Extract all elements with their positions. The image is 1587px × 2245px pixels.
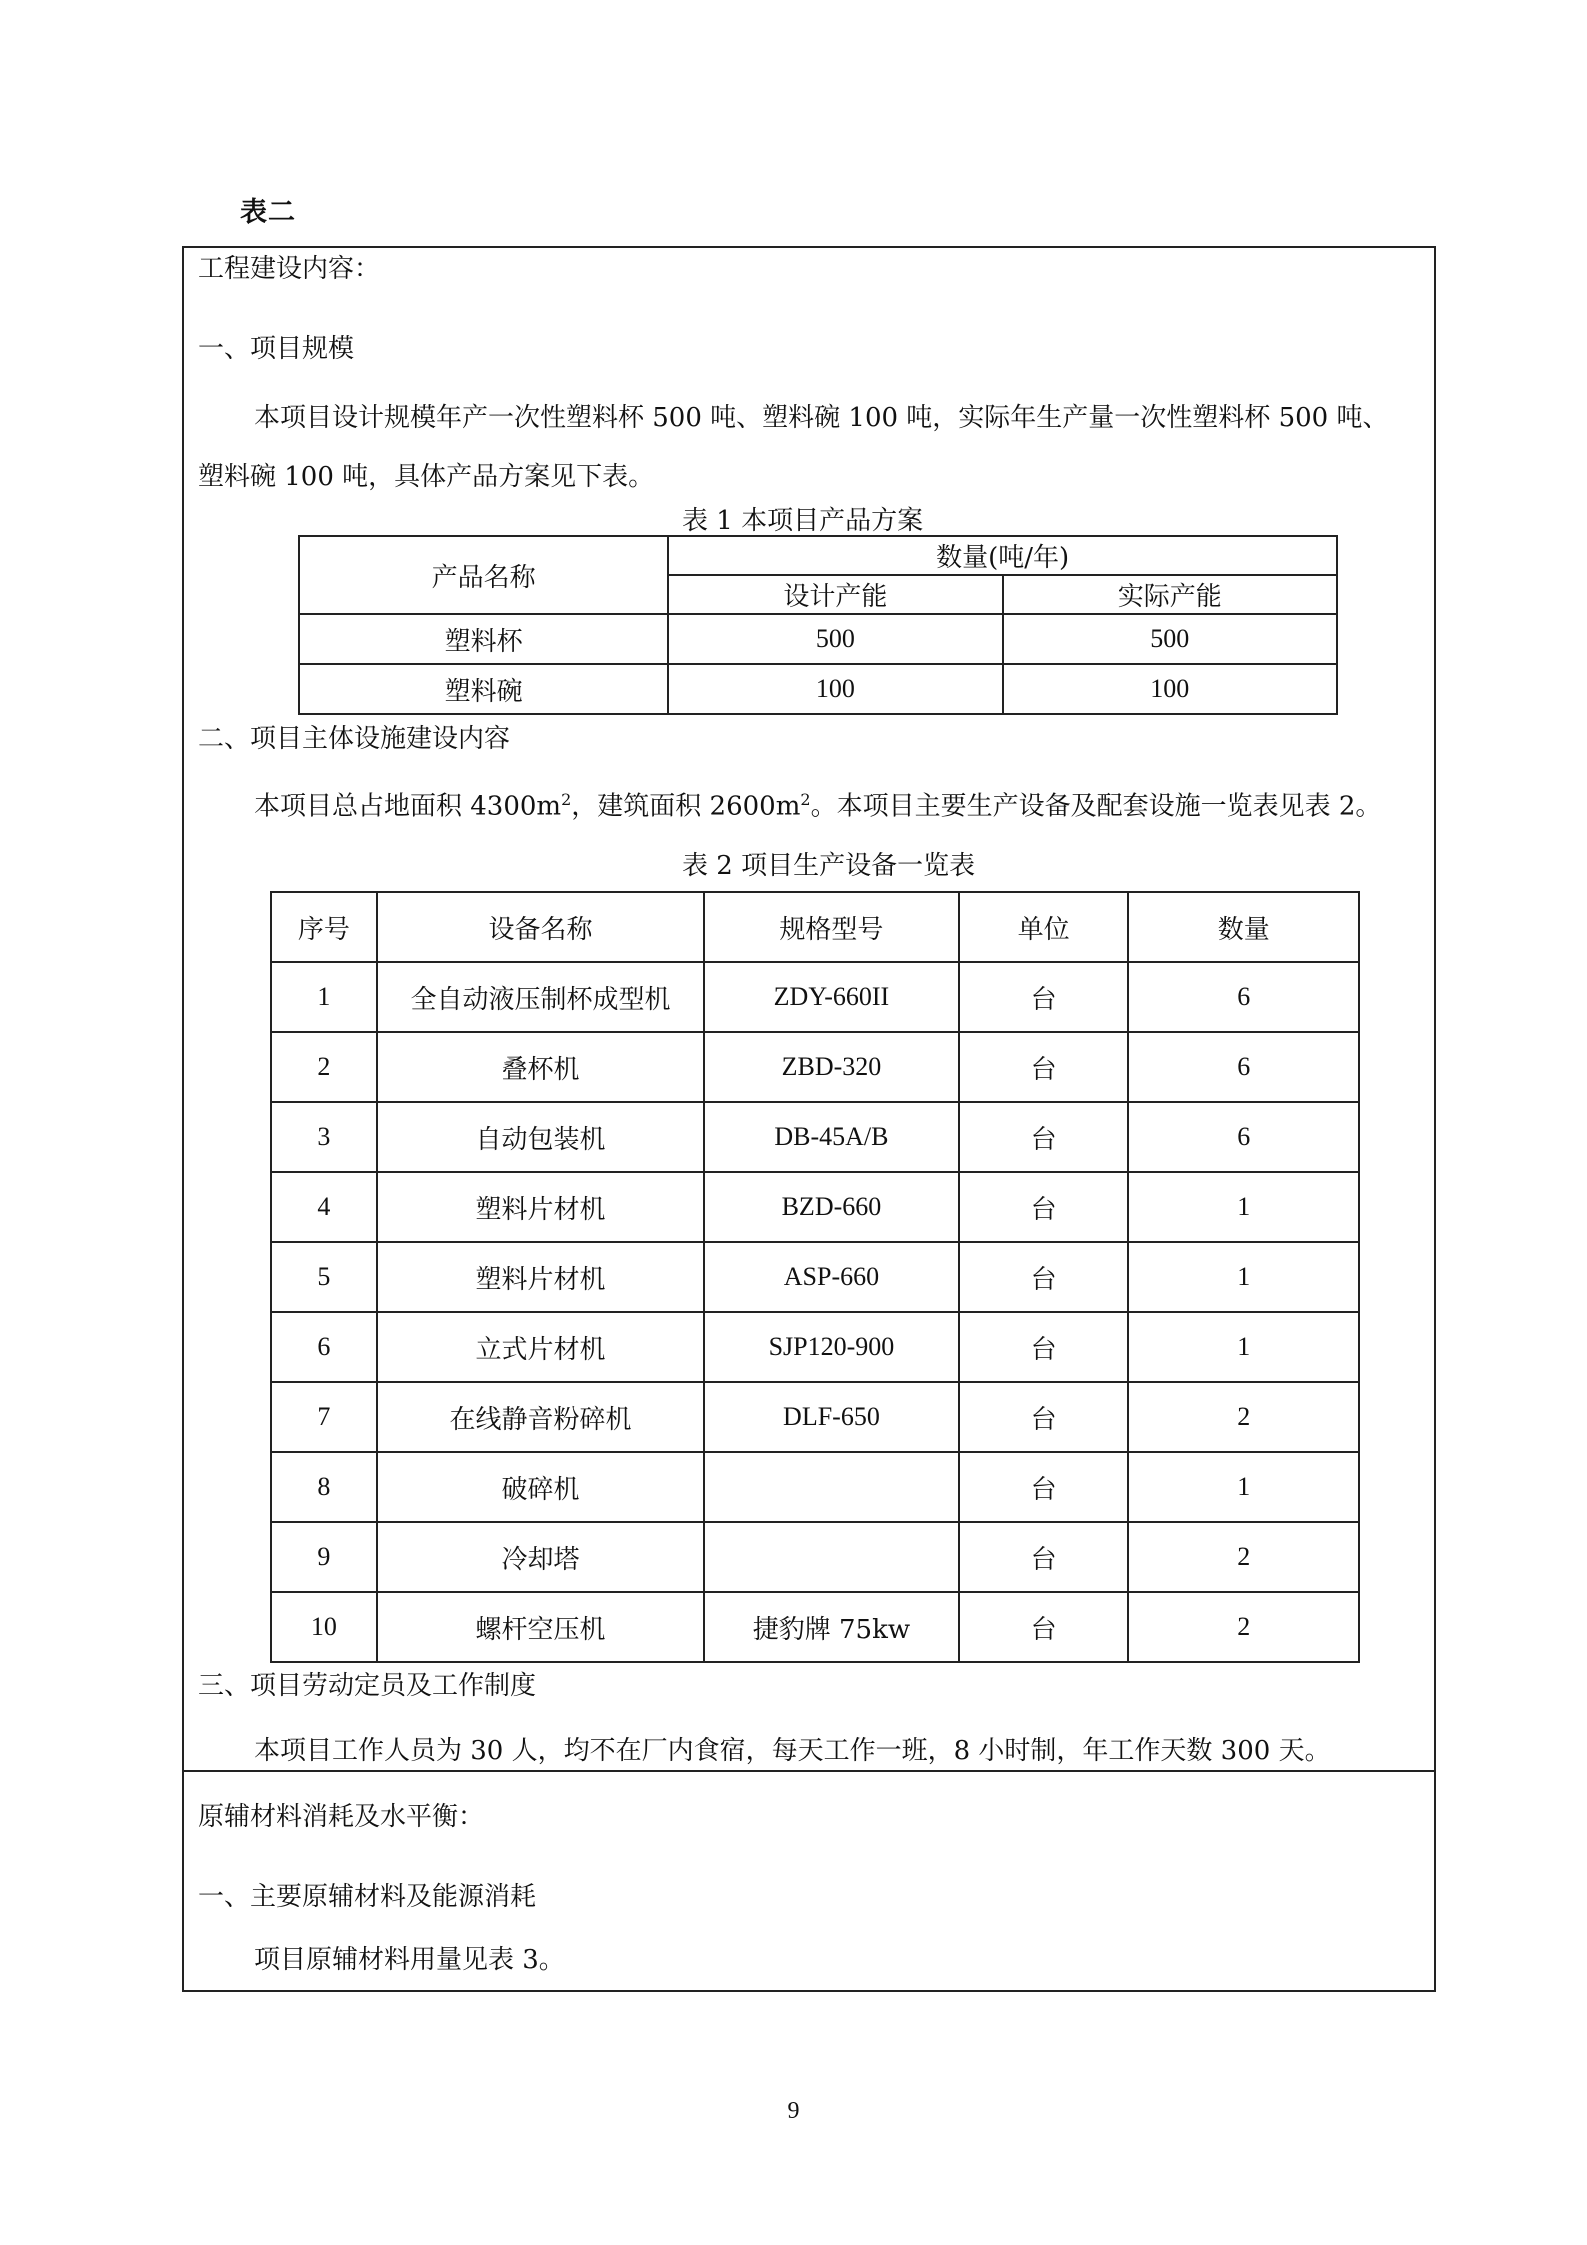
cell-quantity: 1	[1128, 1242, 1359, 1312]
cell-model: ZBD-320	[704, 1032, 959, 1102]
cell-unit: 台	[959, 1452, 1129, 1522]
cell-index: 8	[271, 1452, 377, 1522]
cell-index: 9	[271, 1522, 377, 1592]
cell-model	[704, 1452, 959, 1522]
cell-index: 10	[271, 1592, 377, 1662]
header-design-capacity: 设计产能	[668, 575, 1002, 614]
subheading-materials-energy: 一、主要原辅材料及能源消耗	[198, 1882, 537, 1912]
table-row	[299, 614, 1337, 664]
table2-caption: 表 2 项目生产设备一览表	[682, 851, 976, 881]
cell-index: 2	[271, 1032, 377, 1102]
header-quantity: 数量(吨/年)	[668, 536, 1337, 575]
cell-index: 3	[271, 1102, 377, 1172]
cell-unit: 台	[959, 1592, 1129, 1662]
cell-quantity: 2	[1128, 1592, 1359, 1662]
table-header-row	[271, 892, 1359, 962]
table-row	[271, 1032, 1359, 1102]
cell-equipment-name: 立式片材机	[377, 1312, 704, 1382]
cell-unit: 台	[959, 1522, 1129, 1592]
cell-equipment-name: 自动包装机	[377, 1102, 704, 1172]
cell-equipment-name: 螺杆空压机	[377, 1592, 704, 1662]
table-row	[271, 962, 1359, 1032]
header-equipment-name: 设备名称	[377, 892, 704, 962]
cell-quantity: 1	[1128, 1312, 1359, 1382]
cell-equipment-name: 塑料片材机	[377, 1172, 704, 1242]
cell-quantity: 6	[1128, 1032, 1359, 1102]
cell-model	[704, 1522, 959, 1592]
table-row	[271, 1172, 1359, 1242]
table-row	[271, 1242, 1359, 1312]
cell-unit: 台	[959, 1382, 1129, 1452]
table-row	[271, 1312, 1359, 1382]
cell-unit: 台	[959, 1102, 1129, 1172]
table-row	[271, 1102, 1359, 1172]
cell-equipment-name: 叠杯机	[377, 1032, 704, 1102]
area-text-a: 本项目总占地面积 4300m	[254, 791, 562, 822]
header-product-name: 产品名称	[299, 536, 668, 614]
superscript-2: 2	[800, 790, 811, 809]
cell-design: 500	[668, 614, 1002, 664]
cell-design: 100	[668, 664, 1002, 714]
paragraph-scale-line2: 塑料碗 100 吨，具体产品方案见下表。	[198, 462, 655, 492]
cell-model: 捷豹牌 75kw	[704, 1592, 959, 1662]
section-title-construction: 工程建设内容：	[198, 254, 381, 284]
paragraph-scale-line1: 本项目设计规模年产一次性塑料杯 500 吨、塑料碗 100 吨，实际年生产量一次性塑料杯 500 吨、	[254, 403, 1389, 433]
cell-equipment-name: 在线静音粉碎机	[377, 1382, 704, 1452]
cell-equipment-name: 塑料片材机	[377, 1242, 704, 1312]
table1-caption: 表 1 本项目产品方案	[682, 506, 924, 536]
superscript-2: 2	[561, 790, 572, 809]
cell-unit: 台	[959, 1032, 1129, 1102]
page-number: 9	[787, 2098, 800, 2124]
cell-equipment-name: 冷却塔	[377, 1522, 704, 1592]
product-table	[298, 535, 1338, 715]
paragraph-staffing: 本项目工作人员为 30 人，均不在厂内食宿，每天工作一班，8 小时制，年工作天数 300 天。	[254, 1736, 1331, 1766]
header-unit: 单位	[959, 892, 1129, 962]
cell-quantity: 1	[1128, 1172, 1359, 1242]
cell-model: ZDY-660II	[704, 962, 959, 1032]
subheading-main-facilities: 二、项目主体设施建设内容	[198, 724, 511, 754]
cell-equipment-name: 全自动液压制杯成型机	[377, 962, 704, 1032]
cell-equipment-name: 破碎机	[377, 1452, 704, 1522]
section-title-materials: 原辅材料消耗及水平衡：	[198, 1802, 485, 1832]
equipment-table	[270, 891, 1360, 1663]
cell-index: 6	[271, 1312, 377, 1382]
header-actual-capacity: 实际产能	[1003, 575, 1337, 614]
table-row	[271, 1452, 1359, 1522]
subheading-staffing: 三、项目劳动定员及工作制度	[198, 1671, 537, 1701]
cell-unit: 台	[959, 962, 1129, 1032]
cell-unit: 台	[959, 1242, 1129, 1312]
subheading-project-scale: 一、项目规模	[198, 334, 355, 364]
cell-quantity: 6	[1128, 962, 1359, 1032]
table-row	[299, 664, 1337, 714]
cell-index: 4	[271, 1172, 377, 1242]
cell-quantity: 2	[1128, 1522, 1359, 1592]
cell-index: 7	[271, 1382, 377, 1452]
cell-quantity: 1	[1128, 1452, 1359, 1522]
cell-unit: 台	[959, 1312, 1129, 1382]
table-row	[271, 1592, 1359, 1662]
cell-model: SJP120-900	[704, 1312, 959, 1382]
cell-quantity: 2	[1128, 1382, 1359, 1452]
page-heading: 表二	[240, 197, 296, 228]
header-index: 序号	[271, 892, 377, 962]
table-row	[271, 1382, 1359, 1452]
paragraph-materials: 项目原辅材料用量见表 3。	[254, 1945, 565, 1975]
table-row	[271, 1522, 1359, 1592]
cell-model: DB-45A/B	[704, 1102, 959, 1172]
cell-name: 塑料杯	[299, 614, 668, 664]
cell-unit: 台	[959, 1172, 1129, 1242]
area-text-c: 。本项目主要生产设备及配套设施一览表见表 2。	[810, 791, 1382, 822]
cell-actual: 100	[1003, 664, 1337, 714]
cell-index: 1	[271, 962, 377, 1032]
cell-quantity: 6	[1128, 1102, 1359, 1172]
cell-name: 塑料碗	[299, 664, 668, 714]
cell-index: 5	[271, 1242, 377, 1312]
cell-actual: 500	[1003, 614, 1337, 664]
area-text-b: ，建筑面积 2600m	[571, 791, 801, 822]
section-divider	[182, 1770, 1436, 1772]
paragraph-area	[254, 792, 1381, 820]
header-quantity: 数量	[1128, 892, 1359, 962]
header-model: 规格型号	[704, 892, 959, 962]
cell-model: ASP-660	[704, 1242, 959, 1312]
cell-model: BZD-660	[704, 1172, 959, 1242]
cell-model: DLF-650	[704, 1382, 959, 1452]
